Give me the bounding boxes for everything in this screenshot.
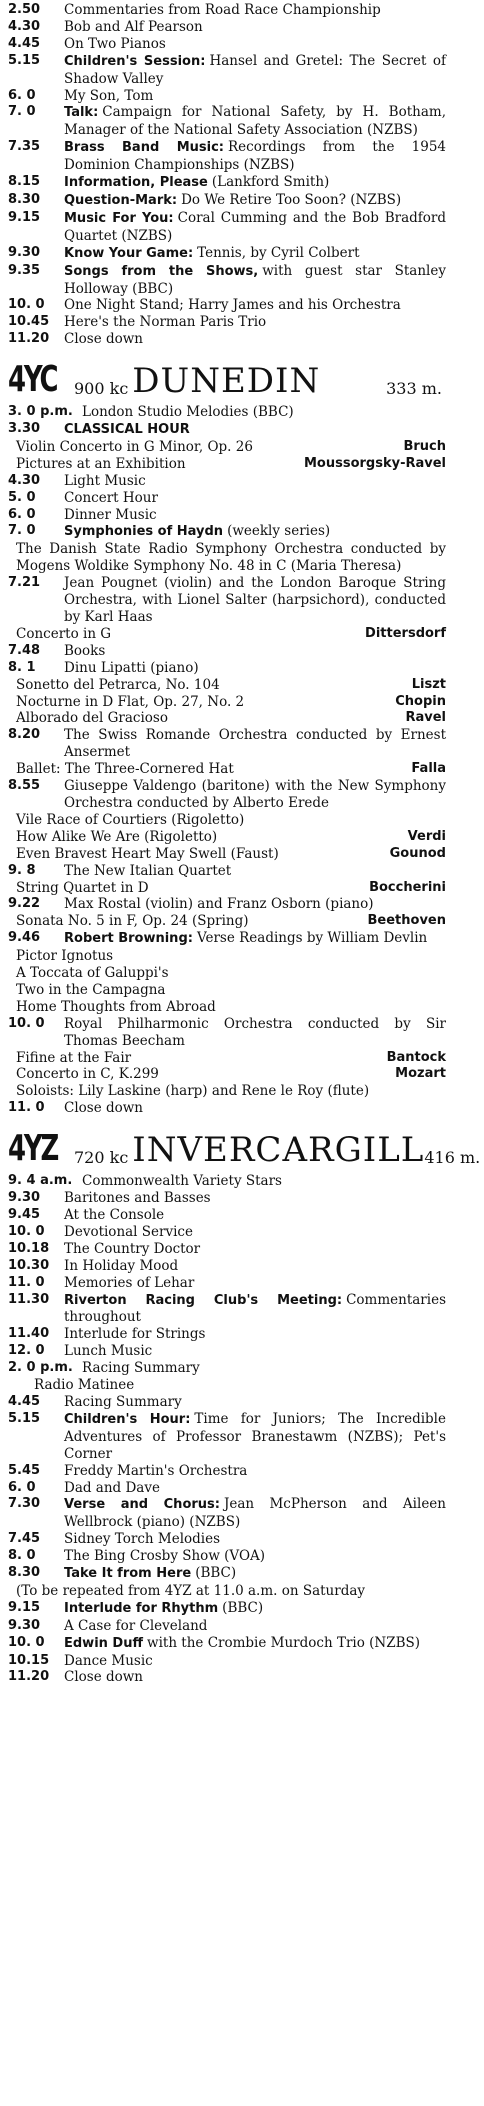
programme-entry (8, 36, 446, 53)
station-call-sign: 4YC (8, 359, 57, 401)
programme-time: 11.30 (8, 1291, 50, 1307)
programme-body (64, 314, 446, 331)
station-header (8, 1127, 481, 1171)
programme-body (64, 1635, 446, 1653)
programme-entry (8, 1173, 446, 1190)
programme-item-title: Alborado del Gracioso (16, 710, 168, 727)
programme-body (64, 2, 446, 19)
programme-item-title: Pictor Ignotus (16, 948, 114, 965)
programme-title: Children's Session: (64, 53, 206, 69)
programme-entry (8, 245, 446, 263)
programme-time: 5.15 (8, 52, 41, 68)
station-call-sign: 4YZ (8, 1128, 58, 1170)
programme-time: 4.45 (8, 1393, 41, 1409)
programme-time: 5.15 (8, 1410, 41, 1426)
programme-entry (8, 643, 446, 660)
programme-time: 4.30 (8, 472, 41, 488)
programme-entry (8, 1411, 446, 1463)
programme-description: Dance Music (64, 1652, 153, 1669)
programme-item (16, 677, 446, 694)
programme-description: Dinu Lipatti (piano) (64, 659, 199, 676)
programme-item-title: String Quartet in D (16, 879, 149, 896)
programme-title: Interlude for Rhythm (64, 1600, 219, 1616)
programme-body (64, 1292, 446, 1327)
programme-title: Verse and Chorus: (64, 1497, 220, 1513)
programme-body (64, 1618, 446, 1635)
programme-time: 7.30 (8, 1496, 41, 1512)
programme-description: Hansel and Gretel: The Secret of Shadow Valley (64, 52, 446, 87)
programme-description: Royal Philharmonic Orchestra conducted by Sir Thomas Beecham (64, 1015, 446, 1049)
programme-description: One Night Stand; Harry James and his Orchestra (64, 297, 401, 314)
programme-description: with guest star Stanley Holloway (BBC) (64, 262, 446, 297)
programme-entry (8, 1618, 446, 1635)
programme-entry (8, 1360, 446, 1394)
programme-body (64, 36, 446, 53)
programme-description: Do We Retire Too Soon? (NZBS) (181, 191, 402, 208)
programme-item (16, 710, 446, 727)
programme-body (64, 19, 446, 36)
programme-title: Information, Please (64, 175, 208, 191)
programme-time: 8. 1 (8, 659, 36, 675)
programme-entry (8, 139, 446, 174)
programme-time: 9.30 (8, 1617, 41, 1633)
programme-description: A Case for Cleveland (64, 1617, 208, 1634)
programme-title: Talk: (64, 105, 99, 121)
programme-description: Commonwealth Variety Stars (82, 1173, 282, 1190)
programme-body (64, 1326, 446, 1343)
programme-description: Dinner Music (64, 506, 157, 523)
programme-item (16, 1050, 446, 1067)
programme-description: Jean Pougnet (violin) and the London Baroque String Orchestra, with Lionel Salter (harpsichord), conducted by Karl Haas (64, 575, 446, 625)
programme-description: Giuseppe Valdengo (baritone) with the New Symphony Orchestra conducted by Alberto Erede (64, 778, 446, 811)
programme-item-title: How Alike We Are (Rigoletto) (16, 828, 218, 845)
programme-time: 9.22 (8, 896, 41, 912)
programme-time: 7.35 (8, 139, 41, 155)
programme-time: 12. 0 (8, 1343, 45, 1359)
programme-description: Racing Summary (82, 1360, 200, 1377)
programme-description: Campaign for National Safety, by H. Botham, Manager of the National Safety Association (NZBS) (64, 104, 446, 139)
programme-item (16, 913, 446, 930)
programme-entry (8, 473, 446, 490)
programme-description: (BBC) (195, 1565, 237, 1582)
programme-entry (8, 1531, 446, 1548)
programme-body (64, 1548, 446, 1565)
programme-time: 8.15 (8, 174, 41, 190)
programme-time: 8.55 (8, 778, 41, 794)
programme-item (16, 626, 446, 643)
programme-item-title: Soloists: Lily Laskine (harp) and Rene le Roy (flute) (16, 1083, 370, 1100)
programme-title: Question-Mark: (64, 192, 178, 208)
programme-description: At the Console (64, 1207, 165, 1223)
programme-description: Dad and Dave (64, 1479, 160, 1496)
programme-description: with the Crombie Murdoch Trio (NZBS) (147, 1634, 421, 1651)
programme-time: 8.20 (8, 727, 41, 743)
programme-description: Racing Summary (64, 1393, 182, 1410)
programme-description: Time for Juniors; The Incredible Adventures of Professor Branestawm (NZBS); Pet's Corner (64, 1410, 446, 1462)
programme-entry (8, 1190, 446, 1207)
programme-description: Recordings from the 1954 Dominion Championships (NZBS) (64, 139, 446, 174)
programme-title: Music For You: (64, 210, 174, 226)
programme-time: 11.40 (8, 1326, 50, 1342)
programme-composer: Ravel (405, 710, 446, 726)
programme-title: Children's Hour: (64, 1411, 191, 1427)
programme-body (64, 1600, 446, 1618)
programme-time: 11.20 (8, 1669, 50, 1685)
programme-entry (8, 523, 446, 575)
programme-time: 11. 0 (8, 1100, 45, 1116)
programme-body (64, 53, 446, 88)
programme-body (64, 1411, 446, 1463)
programme-entry (8, 1480, 446, 1497)
programme-description: Light Music (64, 472, 146, 489)
programme-description: Tennis, by Cyril Colbert (197, 244, 360, 261)
programme-time: 11.20 (8, 331, 50, 347)
programme-description: The Country Doctor (64, 1240, 201, 1257)
programme-entry (8, 1224, 446, 1241)
programme-body (64, 210, 446, 245)
programme-composer: Dittersdorf (365, 625, 446, 641)
station-wavelength: 333 m. (386, 379, 442, 399)
programme-body (64, 1190, 446, 1207)
programme-time: 5.45 (8, 1462, 41, 1478)
station-city: DUNEDIN (132, 361, 321, 402)
programme-item (16, 761, 446, 778)
programme-entry (8, 192, 446, 210)
programme-title: Edwin Duff (64, 1635, 144, 1651)
programme-entry (8, 104, 446, 139)
programme-description: On Two Pianos (64, 35, 166, 52)
programme-title: Riverton Racing Club's Meeting: (64, 1292, 343, 1308)
programme-description: Concert Hour (64, 489, 158, 506)
programme-item-title: Sonetto del Petrarca, No. 104 (16, 676, 220, 693)
programme-title: Robert Browning: (64, 931, 193, 947)
programme-body (64, 1480, 446, 1497)
programme-description: Close down (64, 331, 144, 348)
station-section (8, 358, 446, 1117)
programme-description: Interlude for Strings (64, 1326, 206, 1343)
programme-time: 6. 0 (8, 87, 36, 103)
programme-description: Commentaries from Road Race Championship (64, 2, 381, 18)
programme-body (82, 1173, 446, 1190)
station-section (8, 2, 446, 348)
programme-description: In Holiday Mood (64, 1257, 179, 1274)
programme-entry (8, 2, 446, 19)
programme-entry (8, 507, 446, 524)
programme-description: Sidney Torch Melodies (64, 1531, 221, 1548)
programme-entry (8, 660, 446, 728)
programme-body (64, 507, 446, 524)
programme-composer: Bantock (386, 1049, 446, 1065)
programme-item (16, 829, 446, 846)
programme-item (16, 880, 446, 897)
programme-body (64, 1531, 446, 1548)
programme-time: 8.30 (8, 1565, 41, 1581)
programme-composer: Gounod (389, 845, 446, 861)
programme-time: 3.30 (8, 421, 41, 437)
programme-title: Symphonies of Haydn (64, 524, 224, 540)
programme-composer: Boccherini (369, 879, 446, 895)
programme-description: Max Rostal (violin) and Franz Osborn (piano) (64, 896, 374, 913)
programme-description: (weekly series) (227, 523, 331, 540)
programme-title: Know Your Game: (64, 245, 194, 261)
programme-time: 10.15 (8, 1652, 50, 1668)
programme-entry (8, 88, 446, 105)
programme-time: 2. 0 p.m. (8, 1360, 73, 1376)
programme-entry (8, 1207, 446, 1224)
programme-body (64, 331, 446, 348)
programme-body (64, 139, 446, 174)
programme-description: Devotional Service (64, 1223, 193, 1240)
programme-title: Take It from Here (64, 1566, 192, 1582)
programme-description: (BBC) (222, 1599, 264, 1616)
programme-time: 9. 4 a.m. (8, 1173, 73, 1189)
programme-time: 9.46 (8, 930, 41, 946)
programme-entry (8, 1343, 446, 1360)
programme-description: Close down (64, 1100, 144, 1117)
programme-item-title: Ballet: The Three-Cornered Hat (16, 761, 234, 778)
programme-title: Songs from the Shows, (64, 263, 259, 279)
programme-body (64, 643, 446, 660)
programme-description: Close down (64, 1669, 144, 1686)
programme-composer: Liszt (411, 676, 446, 692)
programme-entry (8, 19, 446, 36)
programme-time: 5. 0 (8, 489, 36, 505)
programme-item-title: Even Bravest Heart May Swell (Faust) (16, 845, 279, 862)
programme-entry (8, 1463, 446, 1480)
programme-entry (8, 1548, 446, 1565)
programme-time: 10. 0 (8, 1015, 45, 1031)
programme-time: 9.30 (8, 244, 41, 260)
programme-entry (8, 1100, 446, 1117)
programme-entry (8, 1258, 446, 1275)
programme-item-title: Vile Race of Courtiers (Rigoletto) (16, 811, 245, 828)
programme-time: 7.48 (8, 642, 41, 658)
programme-body (64, 1258, 446, 1275)
programme-item (16, 439, 446, 456)
programme-item (16, 456, 446, 473)
programme-body (64, 297, 446, 314)
programme-body (64, 1669, 446, 1686)
programme-time: 10.18 (8, 1240, 50, 1256)
programme-time: 6. 0 (8, 1479, 36, 1495)
programme-time: 9.30 (8, 1190, 41, 1206)
programme-composer: Chopin (395, 693, 446, 709)
station-header (8, 358, 446, 402)
programme-description: (Lankford Smith) (211, 174, 330, 191)
programme-entry (8, 210, 446, 245)
programme-entry (8, 421, 446, 473)
programme-entry (8, 1635, 446, 1653)
programme-body (64, 490, 446, 507)
programme-entry (8, 778, 446, 863)
programme-entry (8, 1600, 446, 1618)
programme-entry (8, 314, 446, 331)
programme-time: 10.30 (8, 1257, 50, 1273)
programme-item-title: Concerto in C, K.299 (16, 1066, 159, 1083)
programme-body (64, 1496, 446, 1531)
programme-body (64, 473, 446, 490)
station-city: INVERCARGILL (132, 1130, 425, 1171)
programme-time: 8.30 (8, 191, 41, 207)
programme-description: London Studio Melodies (BBC) (82, 404, 294, 421)
programme-body (64, 1275, 446, 1292)
programme-description: My Son, Tom (64, 87, 154, 104)
programme-time: 11. 0 (8, 1274, 45, 1290)
programme-item-title: A Toccata of Galuppi's (16, 965, 169, 982)
programme-title: Brass Band Music: (64, 140, 224, 156)
programme-time: 10. 0 (8, 297, 45, 313)
programme-time: 9.45 (8, 1207, 41, 1222)
programme-entry (8, 1275, 446, 1292)
programme-entry (8, 297, 446, 314)
programme-body (64, 1241, 446, 1258)
programme-entry (8, 1496, 446, 1531)
programme-time: 9. 8 (8, 862, 36, 878)
programme-entry (8, 1394, 446, 1411)
programme-composer: Mozart (395, 1066, 446, 1082)
programme-time: 2.50 (8, 2, 41, 17)
programme-item-title: Sonata No. 5 in F, Op. 24 (Spring) (16, 913, 249, 930)
programme-entry (8, 930, 446, 1016)
programme-entry (8, 1016, 446, 1101)
programme-time: 7.45 (8, 1531, 41, 1547)
programme-body (64, 88, 446, 105)
programme-composer: Verdi (407, 828, 446, 844)
programme-item-title: Concerto in G (16, 625, 112, 642)
programme-item-title: Violin Concerto in G Minor, Op. 26 (16, 438, 253, 455)
programme-time: 4.45 (8, 35, 41, 51)
programme-body (64, 245, 446, 263)
programme-time: 9.15 (8, 209, 41, 225)
programme-description: Commentaries throughout (64, 1291, 446, 1326)
programme-composer: Bruch (403, 438, 446, 454)
programme-body (64, 1653, 446, 1670)
programme-time: 9.15 (8, 1599, 41, 1615)
programme-entry (8, 331, 446, 348)
programme-title: CLASSICAL HOUR (64, 422, 190, 438)
programme-entry (8, 404, 446, 421)
programme-entry (8, 263, 446, 298)
programme-body (64, 1343, 446, 1360)
programme-body (64, 192, 446, 210)
programme-body (64, 1463, 446, 1480)
programme-description: Coral Cumming and the Bob Bradford Quartet (NZBS) (64, 209, 446, 244)
programme-composer: Falla (411, 761, 446, 777)
programme-description: Lunch Music (64, 1343, 153, 1360)
programme-time: 3. 0 p.m. (8, 404, 73, 420)
programme-entry (8, 896, 446, 930)
programme-entry (8, 1292, 446, 1327)
station-frequency: 900 kc (74, 379, 129, 399)
programme-item (16, 1066, 446, 1083)
programme-entry (8, 1241, 446, 1258)
programme-description: Verse Readings by William Devlin (196, 930, 428, 947)
programme-description: Here's the Norman Paris Trio (64, 314, 267, 331)
programme-item-title: Pictures at an Exhibition (16, 455, 186, 472)
programme-entry (8, 1326, 446, 1343)
programme-entry (8, 53, 446, 88)
programme-description: The Swiss Romande Orchestra conducted by Ernest Ansermet (64, 727, 446, 761)
programme-time: 10. 0 (8, 1634, 45, 1650)
programme-time: 10. 0 (8, 1223, 45, 1239)
station-section (8, 1127, 481, 1686)
programme-entry (8, 863, 446, 897)
programme-time: 10.45 (8, 314, 50, 330)
programme-entry (8, 727, 446, 778)
programme-description: Jean McPherson and Aileen Wellbrock (piano) (NZBS) (64, 1496, 446, 1531)
programme-item-title: (To be repeated from 4YZ at 11.0 a.m. on Saturday (16, 1582, 366, 1599)
programme-item (16, 846, 446, 863)
programme-item-title: Radio Matinee (34, 1377, 135, 1394)
programme-time: 8. 0 (8, 1548, 36, 1564)
programme-description: Bob and Alf Pearson (64, 18, 203, 35)
programme-description: Books (64, 642, 106, 659)
programme-description: The New Italian Quartet (64, 862, 232, 879)
programme-item-title: The Danish State Radio Symphony Orchestra conducted by Mogens Woldike Symphony No. 48 in C (Maria Theresa) (16, 541, 446, 575)
programme-entry (8, 575, 446, 643)
programme-composer: Moussorgsky-Ravel (303, 455, 446, 471)
programme-body (82, 404, 446, 421)
programme-time: 7. 0 (8, 104, 36, 120)
programme-item-title: Nocturne in D Flat, Op. 27, No. 2 (16, 693, 245, 710)
station-frequency: 720 kc (74, 1148, 129, 1168)
programme-description: Baritones and Basses (64, 1190, 211, 1207)
programme-entry (8, 490, 446, 507)
programme-time: 7. 0 (8, 523, 36, 539)
programme-entry (8, 1565, 446, 1600)
programme-entry (8, 1669, 446, 1686)
programme-description: The Bing Crosby Show (VOA) (64, 1548, 266, 1565)
programme-item-title: Fifine at the Fair (16, 1049, 132, 1066)
programme-composer: Beethoven (367, 913, 446, 929)
programme-entry (8, 174, 446, 192)
programme-time: 6. 0 (8, 506, 36, 522)
programme-body (64, 1224, 446, 1241)
programme-body (64, 263, 446, 298)
station-wavelength: 416 m. (424, 1148, 481, 1168)
programme-item-title: Home Thoughts from Abroad (16, 998, 216, 1015)
programme-time: 9.35 (8, 262, 41, 278)
programme-entry (8, 1653, 446, 1670)
programme-body (64, 174, 446, 192)
programme-body (64, 1394, 446, 1411)
programme-description: Freddy Martin's Orchestra (64, 1462, 248, 1479)
programme-body (64, 1207, 446, 1224)
programme-time: 4.30 (8, 18, 41, 34)
programme-body (64, 1100, 446, 1117)
programme-body (64, 104, 446, 139)
programme-time: 7.21 (8, 575, 41, 591)
programme-item-title: Two in the Campagna (16, 981, 166, 998)
programme-description: Memories of Lehar (64, 1274, 195, 1291)
programme-item (16, 694, 446, 711)
